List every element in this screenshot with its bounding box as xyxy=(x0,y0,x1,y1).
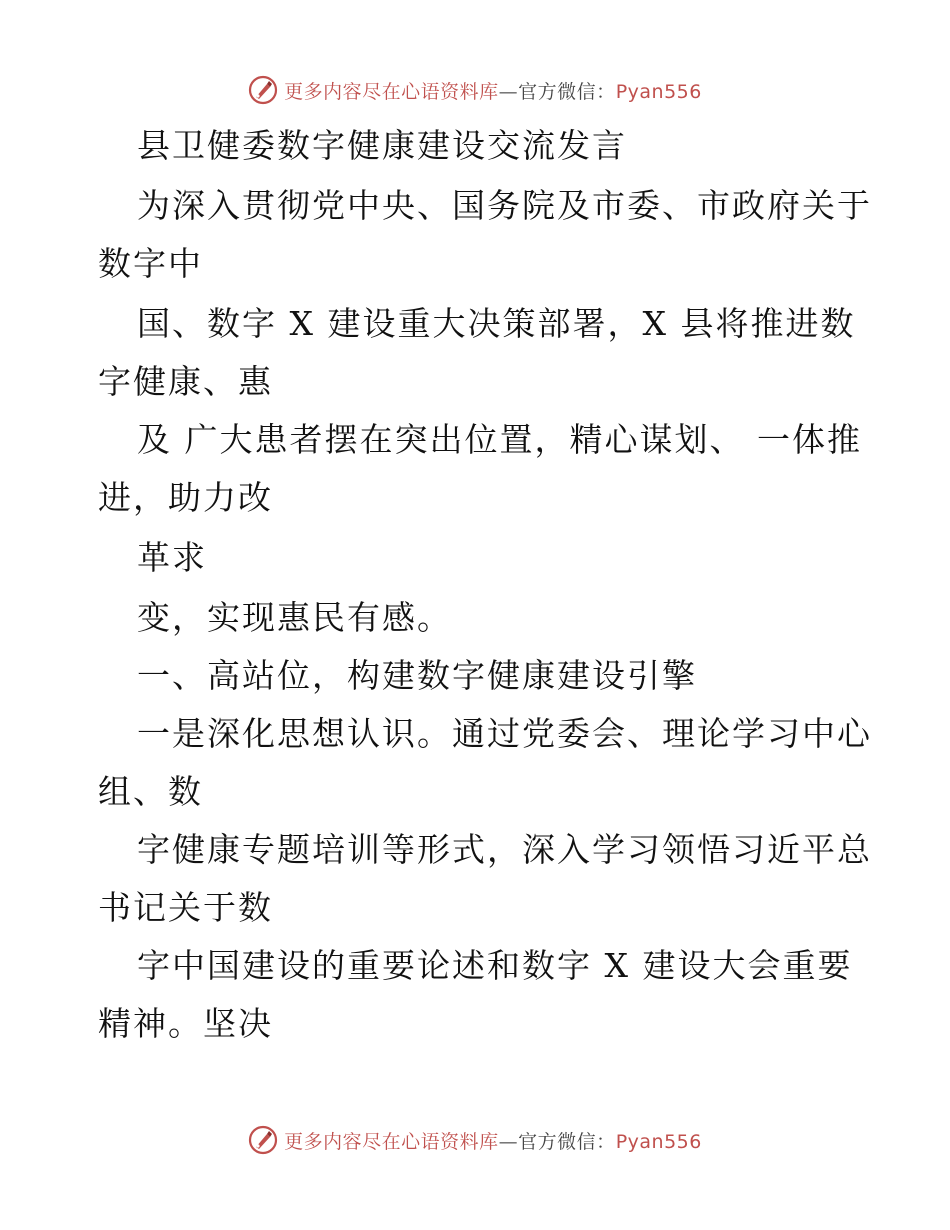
paragraph-line: 一是深化思想认识。通过党委会、理论学习中心 xyxy=(137,714,872,753)
watermark-text xyxy=(284,77,702,104)
header-watermark xyxy=(0,72,950,108)
paragraph-line: 变，实现惠民有感。 xyxy=(137,598,452,637)
watermark-dash: — xyxy=(498,80,519,103)
paragraph-line: 字中国建设的重要论述和数字 X 建设大会重要 xyxy=(137,946,853,985)
paragraph-line: 精神。坚决 xyxy=(98,1004,273,1043)
watermark-dash: — xyxy=(498,1130,519,1153)
paragraph-line: 国、数字 X 建设重大决策部署，X 县将推进数 xyxy=(137,304,856,343)
document-title: 县卫健委数字健康建设交流发言 xyxy=(137,126,627,165)
watermark-label: 官方微信： xyxy=(518,1130,616,1153)
paragraph-line: 字健康专题培训等形式，深入学习领悟习近平总 xyxy=(137,830,872,869)
paragraph-line: 革求 xyxy=(137,538,207,577)
paragraph-line: 进，助力改 xyxy=(98,478,273,517)
paragraph-line: 书记关于数 xyxy=(98,888,273,927)
footer-watermark xyxy=(0,1122,950,1158)
paragraph-line: 组、数 xyxy=(98,772,203,811)
pen-logo-icon xyxy=(248,75,278,105)
watermark-wechat-id: Pyan556 xyxy=(615,1130,702,1153)
paragraph-line: 及 广大患者摆在突出位置，精心谋划、 一体推 xyxy=(137,420,862,459)
watermark-wechat-id: Pyan556 xyxy=(615,80,702,103)
watermark-text xyxy=(284,1127,702,1154)
watermark-site: 更多内容尽在心语资料库 xyxy=(284,1130,499,1153)
section-heading: 一、高站位，构建数字健康建设引擎 xyxy=(137,656,697,695)
paragraph-line: 字健康、惠 xyxy=(98,362,273,401)
paragraph-line: 数字中 xyxy=(98,244,203,283)
pen-logo-icon xyxy=(248,1125,278,1155)
watermark-site: 更多内容尽在心语资料库 xyxy=(284,80,499,103)
paragraph-line: 为深入贯彻党中央、国务院及市委、市政府关于 xyxy=(137,186,872,225)
watermark-label: 官方微信： xyxy=(518,80,616,103)
